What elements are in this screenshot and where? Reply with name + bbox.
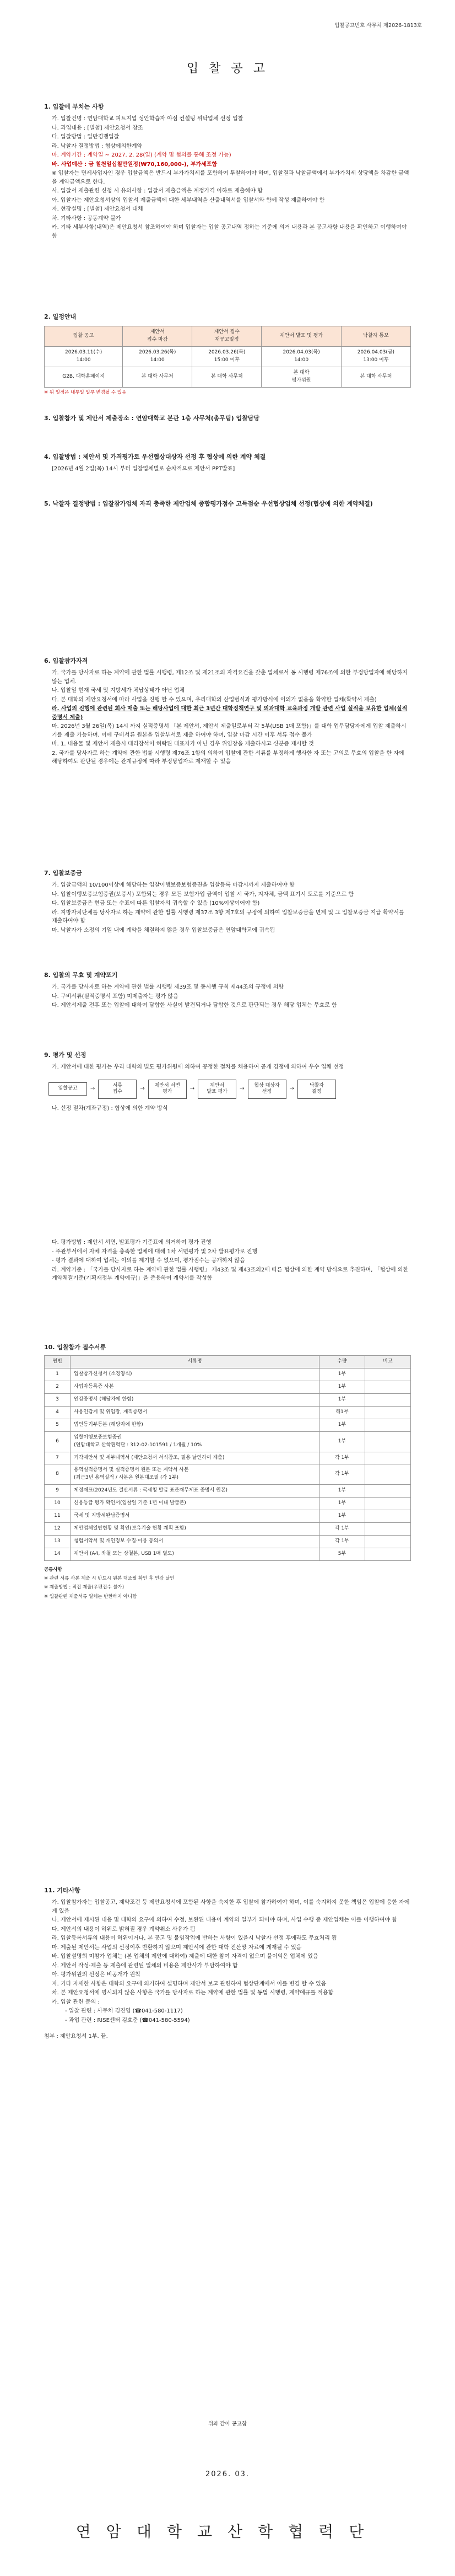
schedule-header: 제안서 발표 및 평가 (262, 326, 342, 347)
documents-cell: 9 (45, 1485, 71, 1498)
schedule-note: ※ 위 일정은 내부일 일부 변경될 수 있음 (44, 389, 127, 395)
s8-item-2: 다. 제안서제출 전후 또는 입찰에 대하여 담합한 사실이 발견되거나 담합한 것으로 판단되는 경우 해당 업체는 무효로 함 (52, 1002, 337, 1009)
documents-header: 비고 (365, 1356, 411, 1368)
documents-cell: 5 (45, 1419, 71, 1431)
doc-note: ※ 입찰관련 제출서류 일체는 반환하지 아니함 (44, 1593, 137, 1600)
section-10 (44, 1343, 411, 1601)
doc-note: ※ 관련 서류 사본 제출 시 반드시 원본 대조필 확인 후 인감 날인 (44, 1576, 175, 1582)
section-1-items (52, 115, 411, 240)
section-9-note: 나. 선정 절차(계좌규정) : 협상에 의한 계약 방식 (52, 1105, 168, 1112)
contact-bidding: - 입찰 관련 : 사무처 김진영 (☎041-580-1117) (65, 2008, 183, 2015)
flow-step: 제안서 발표 평가 (198, 1080, 236, 1099)
s6-item-2: 다. 본 대학의 제안요청서에 따라 사업을 진행 할 수 있으며, 우리대학의 산업범식과 평가방식에 이의가 없음을 확약한 업체(확약서 제출) (52, 696, 377, 703)
documents-header: 연번 (45, 1356, 71, 1368)
s7-item-0: 가. 입찰금액의 10/100이상에 해당하는 입찰이행보증보험증권을 입찰등록 마감시까지 제출하여야 함 (52, 882, 295, 889)
section-11-title: 11. 기타사항 (44, 1887, 80, 1894)
section-9-title: 9. 평가 및 선정 (44, 1051, 86, 1059)
documents-cell: 1 (45, 1368, 71, 1381)
documents-cell: 법인등기부등본 (해당자에 한함) (71, 1419, 319, 1431)
documents-cell: 제안서 (A4, 좌철 또는 상철본, USB 1매 별도) (71, 1548, 319, 1561)
schedule-table (44, 326, 411, 388)
section-6 (44, 656, 411, 767)
contact-project: - 과업 관련 : RISE센터 김효춘 (☎041-580-5594) (65, 2017, 190, 2024)
s11-item-4: 마. 제출된 제안서는 사업의 선정이후 반환하지 않으며 제안서에 관한 대학 전산망 자료에 게재될 수 있음 (52, 1944, 302, 1951)
documents-row (45, 1452, 411, 1464)
s9-more-3: 라. 계약기준 : 「국가를 당사자로 하는 계약에 관한 법률 시행령」 제43조 및 제43조의2에 따른 협상에 의한 계약 방식으로 추진하며, 「협상에 의한 계약체결기준(기획재정부 계약예규)」을 준용하여 계약서를 작성함 (52, 1266, 409, 1281)
documents-cell: 입찰이행보증보험증권 (연암대학교 산학협력단 : 312-02-101591 / 1개월 / 10% (71, 1431, 319, 1452)
s11-item-3: 라. 입찰등록서류의 내용이 허위이거나, 본 공고 및 불임작업에 반하는 사항이 있을시 낙찰자 선정 후에라도 무효처리 됨 (52, 1935, 337, 1942)
s6-item-5: 바. 1. 내용물 및 제안서 제출시 대리참석이 허락된 대표자가 아닌 경우 위임장을 제출하시고 신분증 제시할 것 (52, 741, 314, 748)
documents-cell: 청렴서약서 및 개인정보 수집·이용 동의서 (71, 1536, 319, 1548)
schedule-header: 낙찰자 통보 (341, 326, 410, 347)
s1-item-6: ※ 입찰자는 면세사업자인 경우 입찰금액은 반드시 부가가치세를 포함하여 투찰하여야 하며, 입찰결과 낙찰금액에서 부가가치세 상당액을 차감한 금액을 계약금액으로 한다. (52, 170, 409, 185)
s1-item-5: 바. 사업예산 : 금 칠천일십칠만원정(₩70,160,000-), 부가세포함 (52, 161, 218, 168)
documents-cell (365, 1485, 411, 1498)
documents-cell: 3 (45, 1393, 71, 1406)
documents-cell: 1부 (319, 1431, 365, 1452)
documents-cell: 해1부 (319, 1406, 365, 1419)
schedule-cell: 본 대학 평가위원 (262, 367, 342, 387)
s11-item-1: 나. 제안서에 제시된 내용 및 대학의 요구에 의하여 수정, 보완된 내용이 계약의 일부가 되어야 하며, 사업 수행 중 제안업체는 이를 이행하여야 함 (52, 1917, 397, 1924)
documents-table (44, 1355, 411, 1561)
s8-item-1: 나. 구비서류(실적증명서 포함) 미제출자는 평가 않음 (52, 993, 178, 1000)
documents-row (45, 1510, 411, 1523)
flow-step: 낙찰자 결정 (297, 1080, 336, 1099)
section-6-title: 6. 입찰참가자격 (44, 657, 88, 664)
documents-cell (365, 1536, 411, 1548)
documents-cell: 1부 (319, 1510, 365, 1523)
schedule-cell: 2026.04.03(목) 14:00 (262, 346, 342, 367)
documents-cell: 11 (45, 1510, 71, 1523)
section-5 (44, 499, 411, 512)
documents-cell: 신용등급 평가 확인서(입찰일 기준 1년 이내 발급본) (71, 1498, 319, 1510)
documents-row (45, 1406, 411, 1419)
arrow-right-icon: → (140, 1086, 145, 1092)
documents-cell (365, 1381, 411, 1393)
document-number: 입찰공고번호 사무처 제2026-1813호 (334, 23, 422, 29)
s11-item-6: 사. 제안서 작성·제출 등 제출에 관련된 일체의 비용은 제안사가 부담하여야 함 (52, 1962, 238, 1969)
documents-cell (365, 1393, 411, 1406)
s11-item-9: 차. 본 제안요청서에 명시되지 않은 사항은 국가를 당사자로 하는 계약에 관한 법률 및 동법 시행령, 계약예규를 적용함 (52, 1990, 334, 1997)
section-6-items (52, 669, 411, 766)
documents-cell: 사업자등록증 사본 (71, 1381, 319, 1393)
document-title: 입 찰 공 고 (187, 62, 268, 76)
section-11-items (52, 1898, 411, 2025)
flow-step: 서류 접수 (98, 1080, 137, 1099)
s6-item-1: 나. 입찰일 현재 국세 및 지방세가 체납상태가 아닌 업체 (52, 688, 185, 694)
documents-cell: 1부 (319, 1498, 365, 1510)
section-9-intro: 가. 제안서에 대한 평가는 우리 대학의 별도 평가위원에 의하여 공정한 절차를 채용하여 공개 경쟁에 의하여 우수 업체 선정 (52, 1064, 344, 1071)
schedule-header: 제안서 접수 마감 (123, 326, 192, 347)
s1-item-7: 사. 입찰서 제출관련 신청 시 유의사항 : 입찰서 제출금액은 계정가격 이하로 제출해야 함 (52, 188, 263, 195)
s1-item-2: 다. 입찰방법 : 일반경쟁입찰 (52, 134, 120, 141)
section-7-title: 7. 입찰보증금 (44, 870, 82, 877)
s7-item-4: 마. 낙찰자가 소정의 기일 내에 계약을 체결하지 않을 경우 입찰보증금은 연암대학교에 귀속됨 (52, 927, 275, 933)
documents-row (45, 1393, 411, 1406)
documents-cell: 1부 (319, 1381, 365, 1393)
s11-item-5: 바. 입찰설명회 미참가 업체는 (본 업체의 제안에 대하여) 제출에 대한 참여 자격이 없으며 불이익은 업체에 있음 (52, 1954, 318, 1960)
documents-cell: 각 1부 (319, 1452, 365, 1464)
schedule-cell: 2026.03.26(목) 14:00 (123, 346, 192, 367)
documents-row (45, 1368, 411, 1381)
attachment-note: 첨부 : 제안요청서 1부. 끝. (44, 2033, 108, 2040)
documents-cell: 국세 및 지방세완납증명서 (71, 1510, 319, 1523)
flow-step: 입찰공고 (48, 1082, 87, 1096)
s7-item-2: 다. 입찰보증금은 현금 또는 수표에 따른 입찰자의 귀속할 수 있음 (10%이상이어야 함) (52, 900, 260, 907)
documents-cell: 사용인감계 및 위임장, 재직증명서 (71, 1406, 319, 1419)
documents-cell: 12 (45, 1523, 71, 1536)
documents-header: 수량 (319, 1356, 365, 1368)
documents-cell: 14 (45, 1548, 71, 1561)
flow-step: 제안서 서면 평가 (148, 1080, 187, 1099)
arrow-right-icon: → (189, 1086, 195, 1092)
documents-row (45, 1419, 411, 1431)
documents-cell: 13 (45, 1536, 71, 1548)
schedule-header-row (45, 326, 411, 347)
schedule-row (45, 367, 411, 387)
s1-item-0: 가. 입찰건명 : 연암대학교 피트지업 성안학습자 야심 컨설팅 위탁업체 선정 입찰 (52, 116, 243, 122)
flow-step: 협상 대상자 선정 (248, 1080, 286, 1099)
s1-item-10: 차. 기타사항 : 공동계약 불가 (52, 215, 121, 222)
section-8-items (52, 983, 411, 1010)
section-4-title: 4. 입찰방법 : 제안서 및 가격평가로 우선협상대상자 선정 후 협상에 의한 계약 체결 (44, 453, 266, 460)
documents-notes (44, 1566, 411, 1601)
schedule-cell: 본 대학 사무처 (123, 367, 192, 387)
organization-name: 연암대학교산학협력단 (75, 2523, 380, 2541)
documents-row (45, 1464, 411, 1485)
s11-item-0: 가. 입찰참가자는 입찰공고, 제약조건 등 제안요청서에 포함된 사항을 숙지한 후 입찰에 참가하여야 하며, 이를 숙지하지 못한 책임은 입찰에 응한 자에게 있음 (52, 1899, 410, 1914)
section-8-title: 8. 입찰의 무효 및 계약포기 (44, 972, 118, 979)
s11-item-10: 카. 입찰 관련 문의 : (52, 1999, 100, 2005)
documents-cell: 1부 (319, 1393, 365, 1406)
schedule-row (45, 346, 411, 367)
documents-cell (365, 1452, 411, 1464)
section-7-items (52, 881, 411, 935)
documents-cell: 각 1부 (319, 1464, 365, 1485)
documents-cell: 각 1부 (319, 1536, 365, 1548)
documents-cell: 7 (45, 1452, 71, 1464)
documents-cell: 기각제안서 및 세부내역서 (제안요청서 서식참조, 필용 날인하여 제출) (71, 1452, 319, 1464)
documents-cell (365, 1419, 411, 1431)
documents-cell (365, 1406, 411, 1419)
schedule-cell: 본 대학 사무처 (341, 367, 410, 387)
s8-item-0: 가. 국가를 당사자로 하는 계약에 관한 법률 시행령 제39조 및 동시행 규칙 제44조의 규정에 의함 (52, 984, 284, 991)
section-1 (44, 102, 411, 241)
documents-row (45, 1536, 411, 1548)
schedule-cell: 2026.04.03(금) 13:00 이후 (341, 346, 410, 367)
schedule-cell: 본 대학 사무처 (192, 367, 262, 387)
section-3 (44, 414, 411, 426)
section-4 (44, 452, 411, 474)
documents-cell: 1부 (319, 1368, 365, 1381)
announcement-note: 위와 같이 공고함 (208, 2421, 247, 2427)
section-9-more (44, 1238, 411, 1284)
arrow-right-icon: → (240, 1086, 245, 1092)
s9-more-1: - 주관부서에서 자체 자격을 충족한 업체에 대해 1차 서면평가 및 2차 발표평가로 진행 (52, 1248, 258, 1255)
s6-item-6: 2. 국가를 당사자로 하는 계약에 관한 법률 시행령 제76조 1항의 의하여 입찰에 관한 서류를 부정하게 행사한 자 또는 고의로 무효의 입찰을 한 자에 해당하여도 판단될 경우에는 관계규정에 따라 부정당업자로 제재할 수 있음 (52, 750, 404, 765)
documents-cell: 제안업체일반현황 및 확인(보유기술 현황 계획 포함) (71, 1523, 319, 1536)
evaluation-flow (48, 1080, 411, 1099)
documents-cell: 2 (45, 1381, 71, 1393)
s1-item-4: 마. 계약기간 : 계약일 ~ 2027. 2. 28(일) (계약 및 협의를 통해 조정 가능) (52, 152, 231, 159)
s7-item-3: 라. 지방자치단체를 당사자로 하는 계약에 관한 법률 시행령 제37조 3항 제7호의 규정에 의하여 입찰보증금을 면제 및 그 입찰보증금 지급 확약서를 제출하여야 함 (52, 909, 404, 925)
s11-item-7: 아. 평가위원의 선정은 비공개가 원칙 (52, 1972, 140, 1978)
announcement-date: 2026. 03. (205, 2470, 250, 2478)
documents-row (45, 1381, 411, 1393)
documents-cell: 용역실적증명서 및 실적증명서 원본 또는 계약서 사본 (최근3년 용역실적 / 사본은 원본대조필 (각 1부) (71, 1464, 319, 1485)
documents-cell: 1부 (319, 1419, 365, 1431)
doc-note: ※ 제출방법 : 직접 제출(우편접수 불가) (44, 1585, 124, 1591)
section-2-title: 2. 일정안내 (44, 313, 77, 320)
documents-cell: 입찰참가신청서 (소정양식) (71, 1368, 319, 1381)
section-9 (44, 1050, 411, 1113)
documents-cell (365, 1548, 411, 1561)
documents-row (45, 1431, 411, 1452)
documents-cell (365, 1464, 411, 1485)
documents-cell: 제정재표(2024년도 결산서류 : 국세청 발급 표준재무제표 증명서 원본) (71, 1485, 319, 1498)
s1-item-9: 자. 현장설명 : [별첨] 제안요청서 대체 (52, 206, 143, 213)
documents-cell: 6 (45, 1431, 71, 1452)
doc-note: 공통사항 (44, 1566, 62, 1573)
section-7 (44, 868, 411, 935)
documents-cell (365, 1368, 411, 1381)
documents-header: 서류명 (71, 1356, 319, 1368)
s6-item-0: 가. 국가를 당사자로 하는 계약에 관한 법률 시행령, 제12조 및 제21조의 자격요건을 갖춘 업체로서 동 시행령 제76조에 의한 부정당업자에 해당하지 않는 업체. (52, 670, 408, 685)
s9-more-0: 다. 평가방법 : 제안서 서면, 발표평가 기준표에 의거하여 평가 진행 (52, 1239, 212, 1246)
documents-row (45, 1548, 411, 1561)
arrow-right-icon: → (90, 1086, 95, 1092)
documents-cell: 8 (45, 1464, 71, 1485)
documents-row (45, 1485, 411, 1498)
schedule-cell: 2026.03.26(목) 15:00 이후 (192, 346, 262, 367)
s11-item-8: 자. 기타 자세한 사항은 대학의 요구에 의거하여 설명하며 제안서 보고 관련하여 협상단계에서 이를 변경 할 수 있음 (52, 1981, 327, 1987)
documents-cell: 10 (45, 1498, 71, 1510)
section-1-title: 1. 입찰에 부치는 사항 (44, 103, 104, 110)
section-8 (44, 970, 411, 1011)
section-11 (44, 1886, 411, 2041)
documents-cell (365, 1523, 411, 1536)
s6-item-3: 라. 사업의 진행에 관련된 회사 매출 또는 해당사업에 대한 최근 3년간 대학정책연구 및 의과대학 교육과정 개발 관련 사업 실적을 보유한 업체(실적증명서 제출) (52, 706, 408, 721)
section-5-title: 5. 낙찰자 결정방법 : 입찰참가업체 자격 충족한 제안업체 종합평가점수 고득점순 우선협상업체 선정(협상에 의한 계약체결) (44, 500, 373, 507)
documents-row (45, 1523, 411, 1536)
documents-cell (365, 1510, 411, 1523)
section-3-title: 3. 입찰참가 및 제안서 제출장소 : 연암대학교 본관 1층 사무처(총무팀) 입찰담당 (44, 415, 260, 422)
s6-item-4: 마. 2026년 3월 26일(목) 14시 까지 실적증명서 「본 제안서, 제안서 제출일로부터 각 5부(USB 1매 포함)」를 대학 업무담당자에게 입찰 제출하시기를 제출 가능하며, 이에 구비서류 원본을 입찰부서로 제출 하여야 하며, 입찰 마감 시간 이후 서류 접수 불가 (52, 723, 407, 738)
s1-item-1: 나. 과업내용 : [별첨] 제안요청서 참조 (52, 125, 143, 131)
section-10-title: 10. 입찰참가 접수서류 (44, 1344, 106, 1351)
s11-item-2: 다. 제안서의 내용이 허위로 밝혀질 경우 계약취소 사유가 됨 (52, 1926, 196, 1933)
arrow-right-icon: → (289, 1086, 294, 1092)
documents-cell (365, 1431, 411, 1452)
documents-cell: 1부 (319, 1485, 365, 1498)
documents-cell: 인감증명서 (해당자에 한함) (71, 1393, 319, 1406)
schedule-header: 제안서 접수 재공고일정 (192, 326, 262, 347)
documents-header-row (45, 1356, 411, 1368)
schedule-cell: G2B, 대학홈페이지 (45, 367, 123, 387)
section-4-detail: [2026년 4월 2일(목) 14시 부터 입찰업체별로 순차적으로 제안서 PPT발표] (52, 466, 235, 473)
documents-row (45, 1498, 411, 1510)
s1-item-11: 카. 기타 세부사항(내역)은 제안요청서 참조하여야 하며 입찰자는 입찰 공고내역 정하는 기준에 의거 내용과 본 공고사항 내용을 확인하고 이행하여야 함 (52, 224, 407, 239)
documents-cell: 5부 (319, 1548, 365, 1561)
section-2 (44, 312, 411, 396)
s1-item-8: 아. 입찰자는 제안요청서상의 입찰서 제출금액에 대한 세부내역을 산출내역서를 입찰서와 함께 작성 제출하여야 함 (52, 197, 325, 203)
schedule-header: 입찰 공고 (45, 326, 123, 347)
s7-item-1: 나. 입찰이행보증보험증권(보증서) 포함되는 경우 모든 보험가입 금액이 입찰 시 국가, 지자체, 금액 표기시 도로를 기준으로 함 (52, 891, 354, 898)
documents-cell (365, 1498, 411, 1510)
s9-more-2: - 평가 결과에 대하여 업체는 이의를 제기할 수 없으며, 평가점수는 공개하지 않음 (52, 1258, 245, 1264)
schedule-cell: 2026.03.11(수) 14:00 (45, 346, 123, 367)
documents-cell: 각 1부 (319, 1523, 365, 1536)
documents-cell: 4 (45, 1406, 71, 1419)
s1-item-3: 라. 낙찰자 결정방법 : 협상에의한계약 (52, 143, 143, 149)
